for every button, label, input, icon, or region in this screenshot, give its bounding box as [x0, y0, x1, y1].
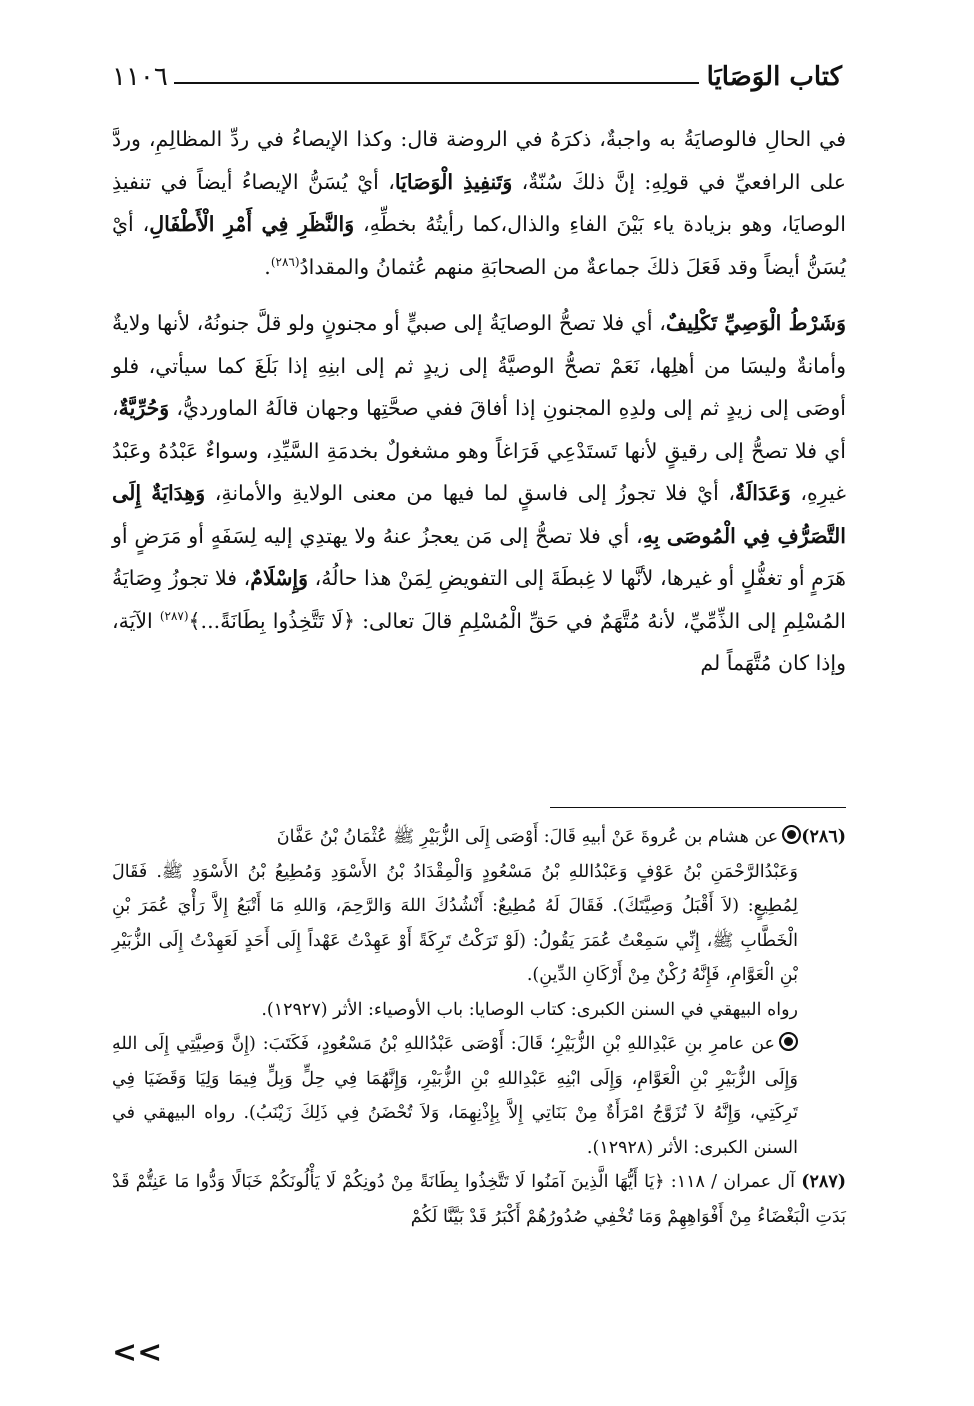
text-run: ، فلا تجوزُ وِصَايَةُ المُسْلِمِ إلى الذِّمِّيِّ، لأنهُ مُتَّهَمٌ في حَقِّ الْمُسْلِمِ قالَ تعالى: ﴿لَا تَتَّخِذُوا بِطَانَةً...﴾ [112, 566, 846, 633]
footnote-286-body: وَعَبْدُالرَّحْمَنِ بْنُ عَوْفٍ وَعَبْدُاللهِ بْنُ مَسْعُودٍ وَالْمِقْدَادُ بْنُ الأَسْوَدِ وَمُطِيعُ بْنُ الأَسْوَدِ ﷺ. فَقَالَ لِمُطِيعٍ: (لاَ أَقْبَلُ وَصِيَّتَكَ). فَقَالَ لَهُ مُطِيعٌ: أَنْشُدُكَ اللهَ وَالرَّحِمَ، وَاللهِ مَا أَتْبَعُ إِلاَّ رَأْيَ عُمَرَ بْنِ الْخَطَّابِ ﷺ، إِنِّي سَمِعْتُ عُمَرَ يَقُولُ: (لَوْ تَرَكْتُ تَرِكَةً أَوْ عَهِدْتُ عَهْداً إِلَى أَحَدٍ لَعَهِدْتُ إِلَى الزُّبَيْرِ بْنِ الْعَوَّامِ، فَإِنَّهُ رُكْنٌ مِنْ أَرْكَانِ الدِّينِ). [112, 861, 798, 985]
matn-bold: وَحُرِّيَّةٌ [118, 396, 170, 420]
footnotes [112, 820, 846, 1234]
matn-bold: وَالنَّظَرِ فِي أَمْرِ الْأَطْفَالِ [149, 212, 355, 236]
matn-bold: وَهِدَايَةٌ إِلَى التَّصَرُّفِ فِي الْمُوصَى بِهِ [112, 481, 846, 548]
text-run: ، أي فلا تصحُّ الوصايَةُ إلى صبيٍّ أو مجنونٍ ولو قلَّ جنونُهُ، لأنها ولايةٌ وأمانةٌ وليسَا من أهلِها، نَعَمْ تصحُّ الوصيَّةُ إلى زيدٍ ثم إلى ابنِهِ إذا بَلَغَ كما سيأتي، فلو أوصَى إلى زيدٍ ثم إلى ولدِهِ المجنونِ إذا أفاقَ ففي صحَّتِها وجهان قالَهُ الماورديُّ، [112, 311, 846, 420]
text-run: ، أي فلا تصحُّ إلى رقيقٍ لأنها تَستَدْعِي فَرَاغاً وهو مشغولٌ بخدمَةِ السَّيِّدِ، وسواءٌ عَبْدُهُ وعَبْدُ غيرِهِ، [112, 396, 847, 505]
matn-bold: وَإِسْلَامٌ [250, 566, 308, 590]
continuation-mark: << [112, 1335, 163, 1370]
header-rule [174, 82, 699, 84]
bullet-icon [782, 825, 801, 844]
text-run: ، أيْ فلا تجوزُ إلى فاسقٍ لما فيها من معنى الولايةِ والأمانةِ، [205, 481, 735, 505]
text-run: ، أي فلا تصحُّ إلى مَن يعجزُ عنهُ ولا يهتدِي إليه لِسَفَهٍ أو مَرَضٍ أو هَرَمٍ أو تغفُّلٍ أو غيرها، لأنَّها لا غِبطَةَ إلى التفويضِ لِمَنْ هذا حالُهُ، [112, 523, 846, 590]
footnote-text: عن عامرِ بنِ عَبْدِاللهِ بْنِ الزُّبَيْرِ؛ قَالَ: أَوْصَى عَبْدُاللهِ بْنُ مَسْعُودٍ، فَكَتَبَ: (إِنَّ وَصِيَّتِي إِلَى اللهِ وَإِلَى الزُّبَيْرِ بْنِ الْعَوَّامِ، وَإِلَى ابْنِهِ عَبْدِاللهِ بْنِ الزُّبَيْرِ، وَإِنَّهُمَا فِي حِلٍّ وَبِلٍّ فِيمَا وَلِيَا وَقَضَيَا فِي تَرِكَتِي، وَإِنَّهُ لاَ تُزَوَّجُ امْرَأَةٌ مِنْ بَنَاتِي إِلاَّ بِإِذْنِهِمَا، وَلاَ تُحْضَنُ فِي ذَلِكَ زَيْنَبُ). رواه البيهقي في السنن الكبرى: الأثر (١٢٩٢٨). [112, 1034, 798, 1158]
footnote-number: (٢٨٦) [801, 827, 846, 847]
footnote-separator [550, 807, 846, 808]
paragraph-2 [112, 302, 846, 685]
footnote-286-second [112, 1027, 846, 1165]
bullet-icon [779, 1032, 798, 1051]
matn-bold: وَتَنفِيذِ الْوَصَايَا [394, 169, 513, 194]
footnote-ref-286[interactable]: (٢٨٦) [270, 254, 300, 269]
main-text [112, 118, 846, 685]
matn-bold: وَشَرْطُ الْوَصِيِّ تَكْلِيفٌ [665, 311, 846, 335]
text-run: . [264, 254, 271, 279]
footnote-text: آل عمران / ١١٨: ﴿يَا أَيُّهَا الَّذِينَ آمَنُوا لَا تَتَّخِذُوا بِطَانَةً مِنْ دُونِكُمْ لَا يَأْلُونَكُمْ خَبَالًا وَدُّوا مَا عَنِتُّمْ قَدْ بَدَتِ الْبَغْضَاءُ مِنْ أَفْوَاهِهِمْ وَمَا تُخْفِي صُدُورُهُمْ أَكْبَرُ قَدْ بَيَّنَّا لَكُمْ [112, 1172, 846, 1227]
footnote-286-lead [112, 820, 846, 855]
page-number: ١١٠٦ [112, 62, 168, 92]
footnote-number: (٢٨٧) [801, 1172, 846, 1192]
footnote-ref-287[interactable]: (٢٨٧) [159, 608, 189, 623]
text-run: ، أيْ يُسَنُّ الإيصاءُ أيضاً في تنفيذِ الوصايَا، وهو بزيادة ياء بَيْنَ الفاءِ والذال،كما رأيتُهُ بخطِّهِ، [112, 169, 847, 236]
footnote-287 [112, 1165, 846, 1234]
footnote-text: عن هشام بن عُروةَ عَنْ أبيهِ قَالَ: أَوْصَى إِلَى الزُّبَيْرِ ﷺ عُثْمَانُ بْنُ عَفَّانَ [276, 827, 779, 847]
running-title: كتاب الوَصَايَا [706, 62, 842, 92]
footnote-286-source: رواه البيهقي في السنن الكبرى: كتاب الوصايا: باب الأوصياء: الأثر (١٢٩٢٧). [261, 999, 798, 1020]
paragraph-1 [112, 118, 846, 288]
page-header [112, 52, 842, 92]
text-run: الآيَة، وإذا كان مُتَّهَماً لم [112, 608, 846, 675]
text-run: ، أيْ يُسَنُّ أيضاً وقد فَعَلَ ذلكَ جماعةٌ من الصحابَةِ منهم عُثمانُ والمقدادُ [112, 212, 846, 279]
matn-bold: وَعَدَالَةٌ [735, 481, 791, 505]
text-run: في الحالِ فالوصايَةُ به واجبةٌ، ذكرَهُ في الروضة قال: وكذا الإيصاءُ في ردِّ المظالِمِ، وردَّ على الرافعيِّ في قولِهِ: إنَّ ذلكَ سُنّةٌ، [112, 127, 846, 194]
